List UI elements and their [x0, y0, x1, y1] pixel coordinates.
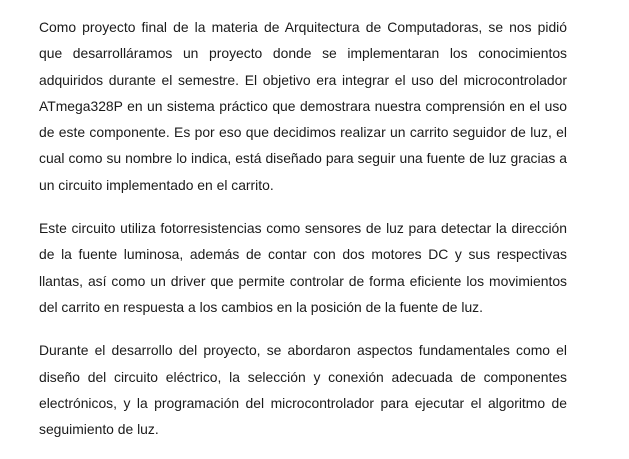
paragraph-circuit: Este circuito utiliza fotorresistencias como sensores de luz para detectar la dirección de la fuente luminosa, además de contar con dos motores DC y sus respectivas llantas, así como un driver que permite controlar de forma eficiente los movimientos del carrito en respuesta a los cambios en la posición de la fuente de luz.	[39, 220, 567, 315]
document-body	[39, 14, 567, 459]
paragraph-development: Durante el desarrollo del proyecto, se abordaron aspectos fundamentales como el diseño del circuito eléctrico, la selección y conexión adecuada de componentes electrónicos, y la programación del microcontrolador para ejecutar el algoritmo de seguimiento de luz.	[39, 342, 567, 438]
paragraph-intro: Como proyecto final de la materia de Arquitectura de Computadoras, se nos pidió que desarrolláramos un proyecto donde se implementaran los conocimientos adquiridos durante el semestre. El objetivo era integrar el uso del microcontrolador ATmega328P en un sistema práctico que demostrara nuestra comprensión en el uso de este componente. Es por eso que decidimos realizar un carrito seguidor de luz, el cual como su nombre lo indica, está diseñado para seguir una fuente de luz gracias a un circuito implementado en el carrito.	[39, 19, 567, 193]
